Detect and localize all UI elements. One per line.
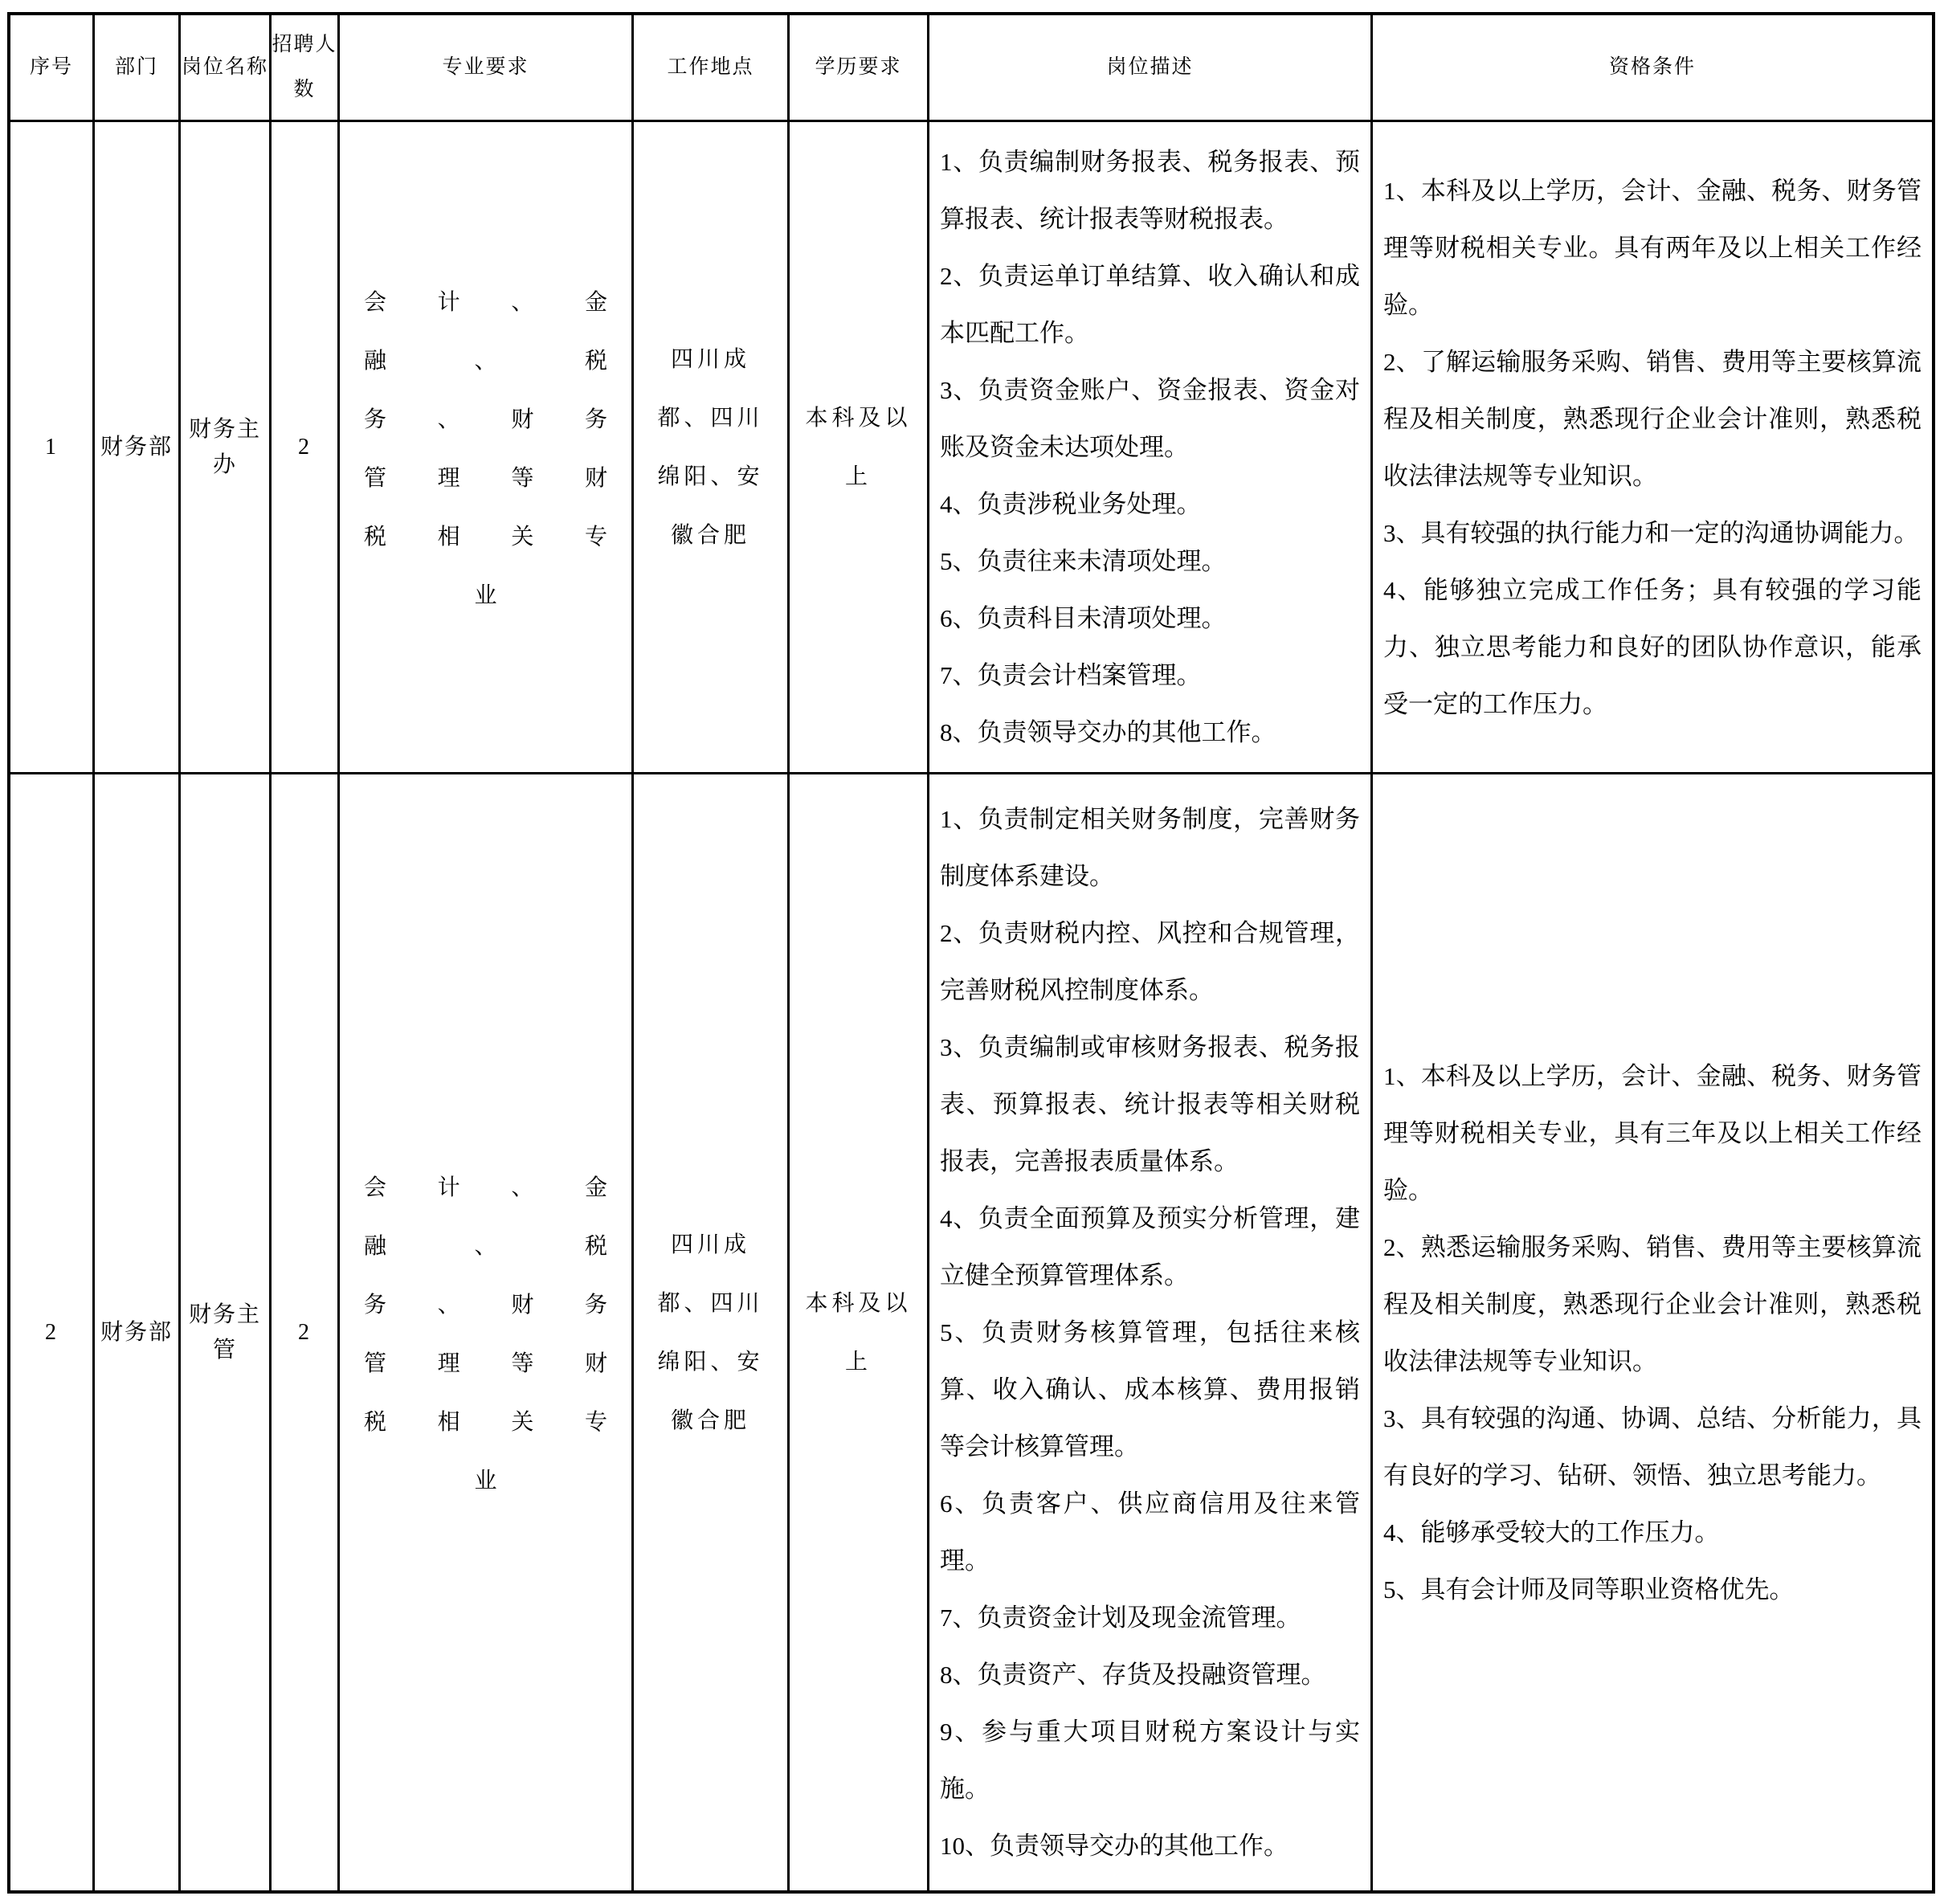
row1-major: 会 计 、 金 融 、 税 务 、 财 务 管 理 等 财 税 相 关 专 业: [340, 122, 634, 774]
header-major: 专业要求: [340, 15, 634, 122]
row1-education: 本科及以 上: [790, 122, 929, 774]
row2-seq: 2: [10, 774, 95, 1890]
header-seq: 序号: [10, 15, 95, 122]
row1-department: 财务部: [95, 122, 181, 774]
header-department: 部门: [95, 15, 181, 122]
row1-seq: 1: [10, 122, 95, 774]
row2-position: 财务主管: [181, 774, 272, 1890]
row1-qualifications: 1、本科及以上学历，会计、金融、税务、财务管理等财税相关专业。具有两年及以上相关工作经验。 2、了解运输服务采购、销售、费用等主要核算流程及相关制度，熟悉现行企业会计准则，熟悉税收法律法规等专业知识。 3、具有较强的执行能力和一定的沟通协调能力。 4、能够独立完成工作任务；具有较强的学习能力、独立思考能力和良好的团队协作意识，能承受一定的工作压力。: [1373, 122, 1932, 774]
row1-position: 财务主办: [181, 122, 272, 774]
row1-headcount: 2: [272, 122, 340, 774]
header-headcount: 招聘人 数: [272, 15, 340, 122]
row2-education: 本科及以 上: [790, 774, 929, 1890]
row2-qualifications: 1、本科及以上学历，会计、金融、税务、财务管理等财税相关专业，具有三年及以上相关工作经验。 2、熟悉运输服务采购、销售、费用等主要核算流程及相关制度，熟悉现行企业会计准则，熟悉税收法律法规等专业知识。 3、具有较强的沟通、协调、总结、分析能力，具有良好的学习、钻研、领悟、独立思考能力。 4、能够承受较大的工作压力。 5、具有会计师及同等职业资格优先。: [1373, 774, 1932, 1890]
row2-location: 四川成 都、四川 绵阳、安 徽合肥: [634, 774, 790, 1890]
recruitment-table: [7, 12, 1935, 1894]
header-position: 岗位名称: [181, 15, 272, 122]
row2-department: 财务部: [95, 774, 181, 1890]
header-education: 学历要求: [790, 15, 929, 122]
header-duties: 岗位描述: [929, 15, 1373, 122]
row2-headcount: 2: [272, 774, 340, 1890]
row2-duties: 1、负责制定相关财务制度，完善财务制度体系建设。 2、负责财税内控、风控和合规管理，完善财税风控制度体系。 3、负责编制或审核财务报表、税务报表、预算报表、统计报表等相关财税报表，完善报表质量体系。 4、负责全面预算及预实分析管理，建立健全预算管理体系。 5、负责财务核算管理，包括往来核算、收入确认、成本核算、费用报销等会计核算管理。 6、负责客户、供应商信用及往来管理。 7、负责资金计划及现金流管理。 8、负责资产、存货及投融资管理。 9、参与重大项目财税方案设计与实施。 10、负责领导交办的其他工作。: [929, 774, 1373, 1890]
header-location: 工作地点: [634, 15, 790, 122]
header-qualifications: 资格条件: [1373, 15, 1932, 122]
row1-location: 四川成 都、四川 绵阳、安 徽合肥: [634, 122, 790, 774]
row2-major: 会 计 、 金 融 、 税 务 、 财 务 管 理 等 财 税 相 关 专 业: [340, 774, 634, 1890]
row1-duties: 1、负责编制财务报表、税务报表、预算报表、统计报表等财税报表。 2、负责运单订单结算、收入确认和成本匹配工作。 3、负责资金账户、资金报表、资金对账及资金未达项处理。 4、负责涉税业务处理。 5、负责往来未清项处理。 6、负责科目未清项处理。 7、负责会计档案管理。 8、负责领导交办的其他工作。: [929, 122, 1373, 774]
